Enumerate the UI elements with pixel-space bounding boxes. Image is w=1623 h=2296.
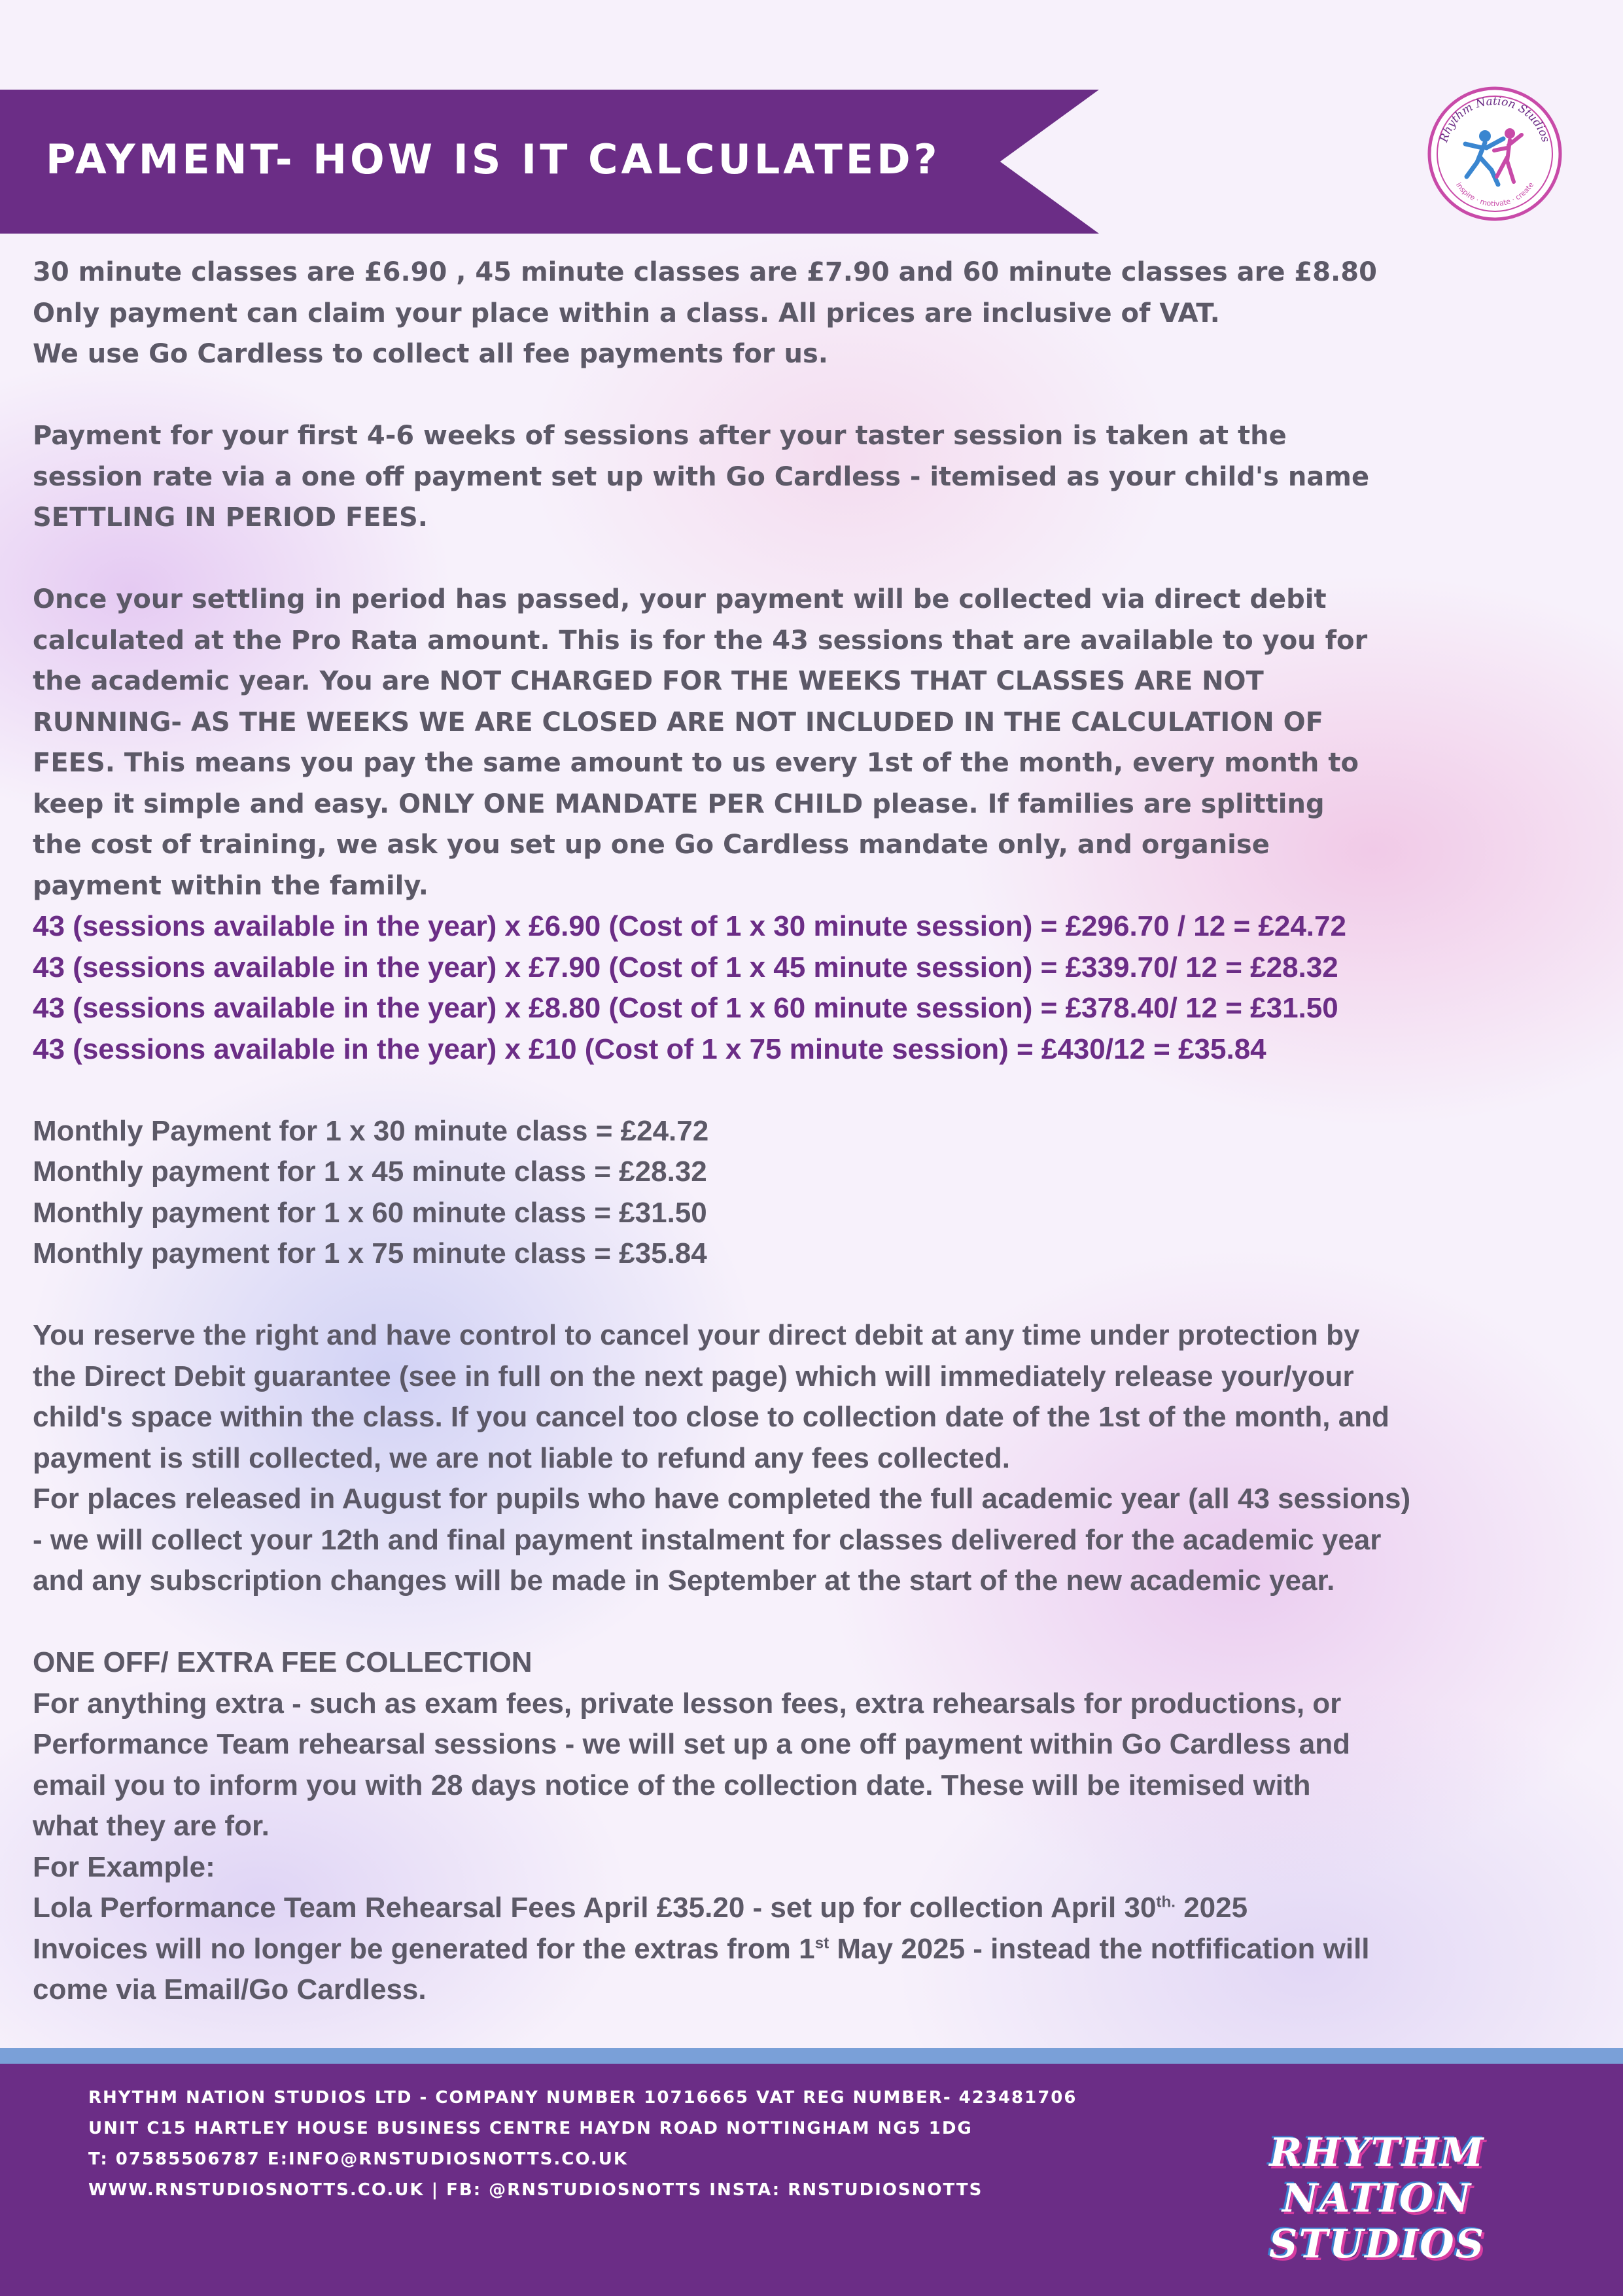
- text-line: payment is still collected, we are not liable to refund any fees collected.: [33, 1441, 1011, 1474]
- calculation-line: 43 (sessions available in the year) x £10 (Cost of 1 x 75 minute session) = £430/12 = £35.84: [33, 1033, 1266, 1065]
- settling-in-paragraph: [33, 415, 1590, 539]
- text-line: Performance Team rehearsal sessions - we will set up a one off payment within Go Cardless and: [33, 1728, 1351, 1760]
- logo-text: Rhythm Nation Studios: [1437, 94, 1552, 144]
- text-line: come via Email/Go Cardless.: [33, 1973, 427, 2005]
- footer-stripe: [0, 2048, 1623, 2064]
- calculation-list: [33, 906, 1590, 1070]
- text-line: FEES. This means you pay the same amount to us every 1st of the month, every month to: [33, 748, 1359, 778]
- text-line: the academic year. You are NOT CHARGED FOR THE WEEKS THAT CLASSES ARE NOT: [33, 666, 1264, 696]
- text-line: RUNNING- AS THE WEEKS WE ARE CLOSED ARE NOT INCLUDED IN THE CALCULATION OF: [33, 707, 1324, 737]
- section-heading: ONE OFF/ EXTRA FEE COLLECTION: [33, 1646, 532, 1678]
- calculation-line: 43 (sessions available in the year) x £7.90 (Cost of 1 x 45 minute session) = £339.70/ 12 = £28.32: [33, 951, 1338, 983]
- text-line: SETTLING IN PERIOD FEES.: [33, 503, 428, 533]
- monthly-payment-list: [33, 1111, 1590, 1275]
- invoice-notice-line: Invoices will no longer be generated for the extras from 1st May 2025 - instead the notfification will: [33, 1932, 1370, 1965]
- example-line: Lola Performance Team Rehearsal Fees April £35.20 - set up for collection April $30^{th.}$ 2025: [33, 1892, 1248, 1924]
- text-line: session rate via a one off payment set up with Go Cardless - itemised as your child's name: [33, 461, 1370, 492]
- main-content: [33, 252, 1590, 2011]
- text-line: the cost of training, we ask you set up one Go Cardless mandate only, and organise: [33, 830, 1270, 860]
- text-line: For anything extra - such as exam fees, private lesson fees, extra rehearsals for productions, or: [33, 1687, 1342, 1720]
- monthly-payment-line: Monthly payment for 1 x 60 minute class = £31.50: [33, 1196, 707, 1229]
- text-line: We use Go Cardless to collect all fee payments for us.: [33, 339, 828, 369]
- text-line: For places released in August for pupils who have completed the full academic year (all 43 sessions): [33, 1483, 1411, 1515]
- footer-brand-logo: RHYTHM NATION STUDIOS: [1269, 2130, 1485, 2267]
- text-line: Payment for your first 4-6 weeks of sessions after your taster session is taken at the: [33, 421, 1287, 451]
- footer-contact-info: [88, 2083, 1077, 2206]
- one-off-fee-section: [33, 1642, 1590, 2011]
- text-line: Once your settling in period has passed, your payment will be collected via direct debit: [33, 584, 1327, 614]
- text-line: and any subscription changes will be made in September at the start of the new academic year.: [33, 1564, 1335, 1597]
- intro-paragraph: [33, 252, 1590, 375]
- text-line: email you to inform you with 28 days notice of the collection date. These will be itemised with: [33, 1769, 1311, 1801]
- contact-details: T: 07585506787 E:INFO@RNSTUDIOSNOTTS.CO.UK: [88, 2149, 628, 2169]
- monthly-payment-line: Monthly payment for 1 x 45 minute class = £28.32: [33, 1156, 707, 1188]
- company-info: RHYTHM NATION STUDIOS LTD - COMPANY NUMBER 10716665 VAT REG NUMBER- 423481706: [88, 2088, 1077, 2108]
- text-line: - we will collect your 12th and final payment instalment for classes delivered for the academic year: [33, 1523, 1382, 1556]
- text-line: calculated at the Pro Rata amount. This is for the 43 sessions that are available to you for: [33, 625, 1368, 656]
- page-title: PAYMENT- HOW IS IT CALCULATED?: [46, 135, 941, 183]
- text-line: what they are for.: [33, 1810, 270, 1842]
- calculation-line: 43 (sessions available in the year) x £6.90 (Cost of 1 x 30 minute session) = £296.70 / 12 = £24.72: [33, 910, 1346, 942]
- monthly-payment-line: Monthly Payment for 1 x 30 minute class = £24.72: [33, 1114, 709, 1147]
- studio-logo: [1426, 85, 1563, 222]
- monthly-payment-line: Monthly payment for 1 x 75 minute class = £35.84: [33, 1237, 707, 1269]
- text-line: the Direct Debit guarantee (see in full on the next page) which will immediately release your/your: [33, 1360, 1354, 1392]
- text-line: child's space within the class. If you cancel too close to collection date of the 1st of the month, and: [33, 1401, 1389, 1433]
- web-social-links: WWW.RNSTUDIOSNOTTS.CO.UK | FB: @RNSTUDIOSNOTTS INSTA: RNSTUDIOSNOTTS: [88, 2180, 983, 2200]
- text-line: 30 minute classes are £6.90 , 45 minute classes are £7.90 and 60 minute classes are £8.80: [33, 257, 1377, 287]
- text-line: You reserve the right and have control to cancel your direct debit at any time under protection by: [33, 1319, 1360, 1351]
- address: UNIT C15 HARTLEY HOUSE BUSINESS CENTRE HAYDN ROAD NOTTINGHAM NG5 1DG: [88, 2119, 973, 2138]
- text-line: For Example:: [33, 1850, 215, 1883]
- calculation-line: 43 (sessions available in the year) x £8.80 (Cost of 1 x 60 minute session) = £378.40/ 12 = £31.50: [33, 992, 1338, 1024]
- pro-rata-paragraph: [33, 579, 1590, 906]
- text-line: keep it simple and easy. ONLY ONE MANDATE PER CHILD please. If families are splitting: [33, 788, 1325, 819]
- cancellation-paragraph: [33, 1315, 1590, 1602]
- text-line: payment within the family.: [33, 870, 428, 901]
- text-line: Only payment can claim your place within a class. All prices are inclusive of VAT.: [33, 298, 1220, 328]
- logo-tagline: inspire · motivate · create: [1454, 181, 1536, 209]
